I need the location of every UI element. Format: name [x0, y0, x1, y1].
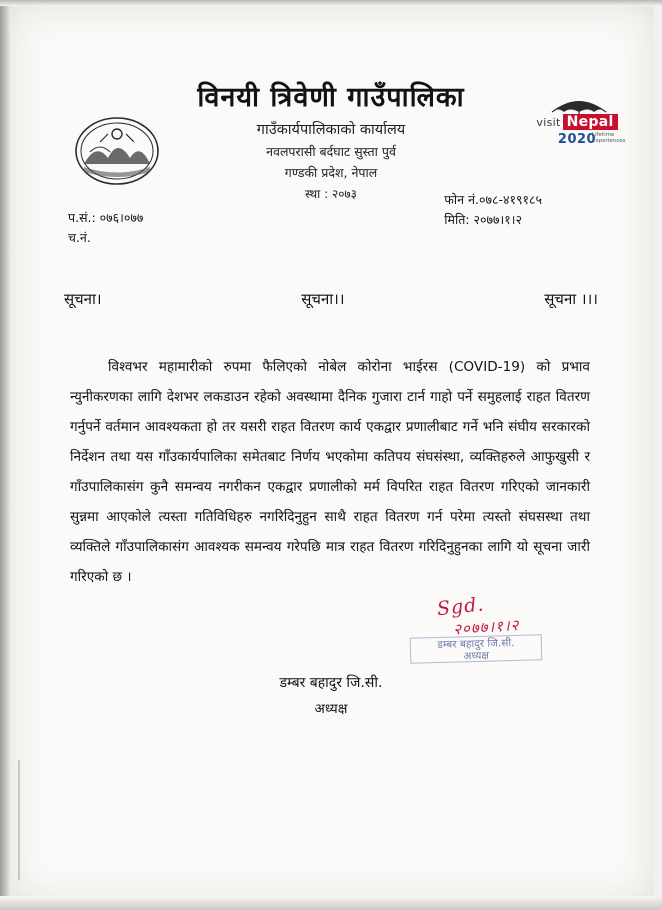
address-line-2: गण्डकी प्रदेश, नेपाल [284, 165, 378, 180]
notice-heading-right: सूचना ।।। [544, 290, 598, 308]
signature-date: २०७७।१।२ [452, 615, 520, 639]
contact-block [444, 190, 542, 230]
organization-title: विनयी त्रिवेणी गाउँपालिका [197, 82, 465, 113]
letter-date: मिति: २०७७।१।२ [444, 212, 523, 227]
notice-heading-row [64, 289, 598, 309]
established-year: स्था : २०७३ [305, 187, 357, 201]
document-content [8, 4, 654, 904]
address-line-1: नवलपरासी बर्दघाट सुस्ता पुर्व [266, 144, 396, 159]
notice-paragraph: विश्वभर महामारीको रुपमा फैलिएको नोबेल कोरोना भाईरस (COVID-19) को प्रभाव न्युनीकरणका लागि देशभर लकडाउन रहेको अवस्थामा दैनिक गुजारा टार्न गाहो पर्ने समुहलाई राहत वितरण गर्नुपर्ने वर्तमान आवश्यकता हो तर यसरी राहत वितरण कार्य एकद्वार प्रणालीबाट गर्ने भनि संघीय सरकारको निर्देशन तथा यस गाँउकार्यपालिका समेतबाट निर्णय भएकोमा कतिपय संघसंस्था, व्यक्तिहरुले आफुखुसी र गाँउपालिकासंग कुनै समन्वय नगरीकन एकद्वार प्रणालीको मर्म विपरित राहत वितरण गरिएको जानकारी सुन्नमा आएकोले त्यस्ता गतिविधिहरु नगरिदिनुहुन साथै राहत वितरण गर्न परेमा त्यस्तो संघसस्था तथा व्यक्तिले गाँउपालिकासंग आवश्यक समन्वय गरेपछि मात्र राहत वितरण गरिदिनुहुनका लागि यो सूचना जारी गरिएको छ । [70, 359, 590, 585]
nepal-word: Nepal [563, 114, 618, 130]
letterhead [8, 4, 654, 204]
reference-block [68, 208, 143, 248]
official-stamp [410, 634, 543, 663]
visit-nepal-tagline: Lifetime Experiences [592, 132, 626, 144]
signatory-name: डम्बर बहादुर जि.सी. [279, 675, 383, 691]
letter-meta [8, 190, 654, 245]
notice-heading-left: सूचना। [64, 290, 102, 308]
signature-area [8, 593, 654, 717]
stamp-name: डम्बर बहादुर जि.सी. [437, 636, 515, 652]
phone-number: फोन नं.०७८-४१९१८५ [444, 192, 542, 207]
organization-subtitle: गाउँकार्यपालिकाको कार्यालय [256, 122, 406, 138]
signatory-post: अध्यक्ष [314, 701, 348, 717]
title-block [8, 82, 654, 203]
notice-heading-center: सूचना।। [301, 290, 345, 308]
signature-mark: Sgd. [435, 593, 486, 621]
notice-body [70, 352, 590, 592]
dispatch-number: च.नं. [68, 230, 91, 245]
reference-number: प.सं.: ०७६।०७७ [68, 210, 144, 225]
signatory-block [8, 670, 654, 722]
stamp-post: अध्यक्ष [463, 649, 490, 663]
visit-nepal-year: 2020 [557, 132, 597, 147]
visit-word: visit [536, 115, 561, 129]
